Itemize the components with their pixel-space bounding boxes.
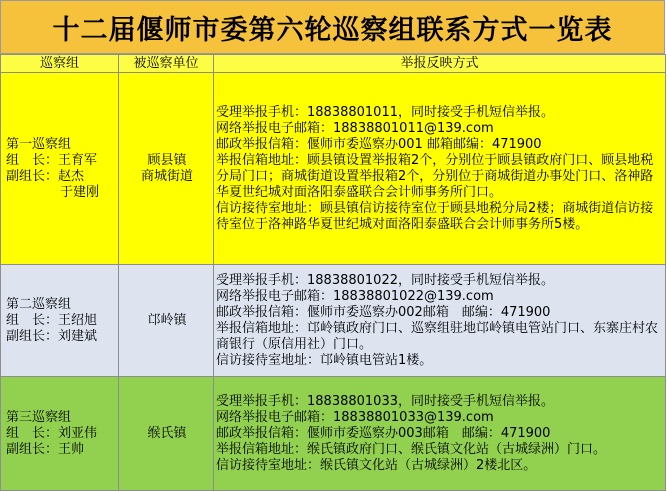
unit-name: 商城街道	[140, 168, 193, 184]
group-name: 第二巡察组	[6, 296, 72, 312]
group-deputy: 副组长：王帅	[6, 441, 85, 457]
unit-cell	[119, 377, 214, 491]
header-group: 巡察组	[1, 55, 119, 73]
unit-name: 缑氏镇	[147, 425, 187, 441]
report-mailbox: 邮政举报信箱：偃师市委巡察办001 邮箱邮编：471900	[216, 136, 542, 152]
header-method: 举报反映方式	[214, 55, 666, 73]
table-header-row	[1, 55, 666, 73]
group-cell	[1, 265, 119, 377]
report-box-address: 举报信箱地址：顾县镇设置举报箱2个，分别位于顾县镇政府门口、顾县地税分局门口；商城街道设置举报箱2个，分别位于商城街道办事处门口、洛神路华夏世纪城对面洛阳泰盛联合会计师事务所门口。	[216, 152, 654, 200]
unit-cell	[119, 265, 214, 377]
reception-address: 信访接待室地址：缑氏镇文化站（古城绿洲）2楼北区。	[216, 457, 537, 473]
report-mailbox: 邮政举报信箱：偃师市委巡察办003邮箱 邮编：471900	[216, 425, 551, 441]
table-row	[1, 265, 666, 377]
contact-table	[0, 54, 666, 491]
unit-name: 顾县镇	[147, 152, 187, 168]
report-phone: 受理举报手机：18838801011，同时接受手机短信举报。	[216, 104, 554, 120]
group-cell	[1, 73, 119, 265]
page-title: 十二届偃师市委第六轮巡察组联系方式一览表	[0, 0, 665, 54]
report-mailbox: 邮政举报信箱：偃师市委巡察办002邮箱 邮编：471900	[216, 304, 551, 320]
group-deputy: 副组长：赵杰	[6, 168, 85, 184]
group-leader: 组 长：刘亚伟	[6, 425, 98, 441]
method-cell	[214, 377, 666, 491]
header-unit: 被巡察单位	[119, 55, 214, 73]
unit-cell	[119, 73, 214, 265]
report-phone: 受理举报手机：18838801022，同时接受手机短信举报。	[216, 272, 554, 288]
reception-address: 信访接待室地址：顾县镇信访接待室位于顾县地税分局2楼；商城街道信访接待室位于洛神路华夏世纪城对面洛阳泰盛联合会计师事务所5楼。	[216, 200, 654, 232]
group-deputy: 副组长：刘建斌	[6, 328, 98, 344]
table-row	[1, 73, 666, 265]
report-box-address: 举报信箱地址：缑氏镇政府门口、缑氏镇文化站（古城绿洲）门口。	[216, 441, 607, 457]
method-cell	[214, 265, 666, 377]
reception-address: 信访接待室地址：邙岭镇电管站1楼。	[216, 352, 433, 368]
report-box-address: 举报信箱地址：邙岭镇政府门口、巡察组驻地邙岭镇电管站门口、东寨庄村农商银行（原信用社）门口。	[216, 320, 659, 352]
method-cell	[214, 73, 666, 265]
table-row	[1, 377, 666, 491]
report-phone: 受理举报手机：18838801033，同时接受手机短信举报。	[216, 393, 554, 409]
report-email: 网络举报电子邮箱：18838801011@139.com	[216, 120, 494, 136]
report-email: 网络举报电子邮箱：18838801022@139.com	[216, 288, 494, 304]
group-cell	[1, 377, 119, 491]
group-deputy-2: 于建刚	[60, 184, 100, 200]
unit-name: 邙岭镇	[147, 312, 187, 328]
group-name: 第一巡察组	[6, 136, 72, 152]
group-name: 第三巡察组	[6, 409, 72, 425]
group-leader: 组 长：王绍旭	[6, 312, 98, 328]
group-leader: 组 长：王育军	[6, 152, 98, 168]
report-email: 网络举报电子邮箱：18838801033@139.com	[216, 409, 494, 425]
